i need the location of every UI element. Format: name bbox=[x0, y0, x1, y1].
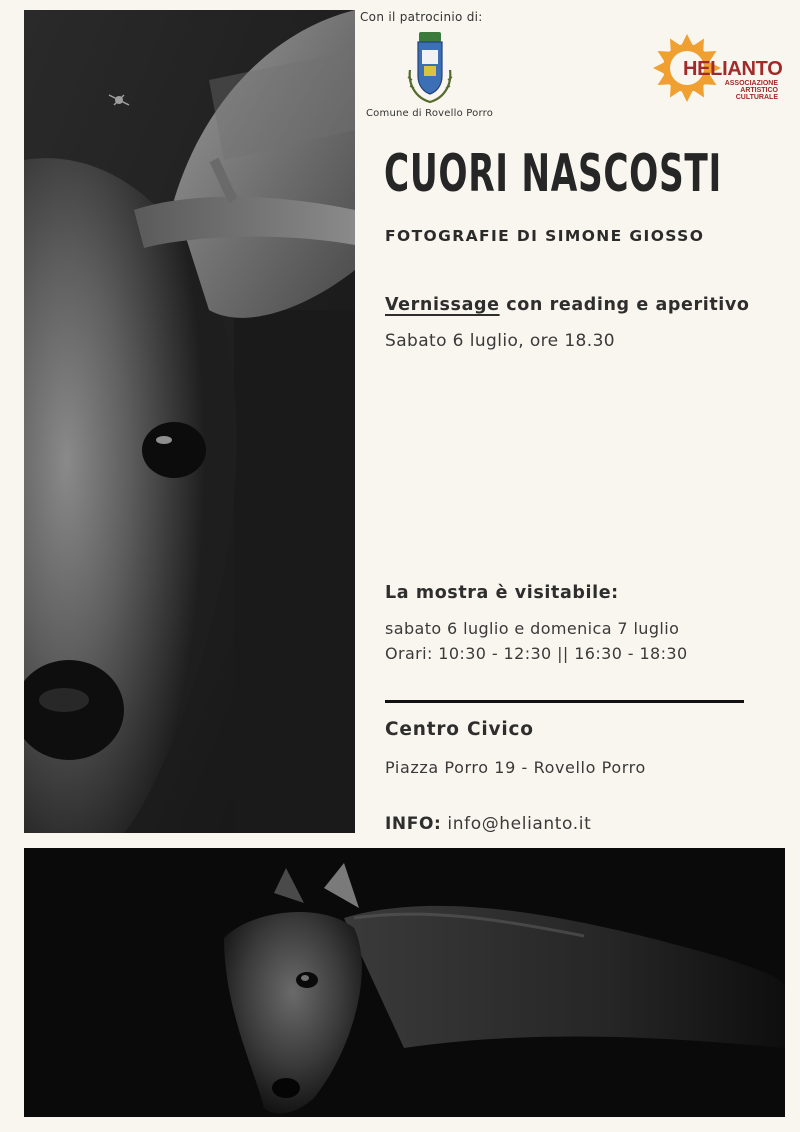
vernissage-word: Vernissage bbox=[385, 295, 500, 315]
visit-days: sabato 6 luglio e domenica 7 luglio bbox=[385, 619, 680, 638]
divider bbox=[385, 700, 744, 703]
vernissage-line bbox=[385, 295, 750, 315]
comune-crest-icon bbox=[402, 30, 458, 106]
wolf-photo bbox=[24, 848, 785, 1117]
contact-label: INFO: bbox=[385, 814, 442, 834]
visit-heading: La mostra è visitabile: bbox=[385, 583, 619, 603]
visit-hours: Orari: 10:30 - 12:30 || 16:30 - 18:30 bbox=[385, 644, 688, 663]
vernissage-date: Sabato 6 luglio, ore 18.30 bbox=[385, 331, 615, 351]
comune-name: Comune di Rovello Porro bbox=[366, 108, 494, 119]
deer-photo bbox=[24, 10, 355, 833]
helianto-subtitle-line: ASSOCIAZIONE bbox=[724, 80, 778, 87]
helianto-name: HELIANTO bbox=[683, 58, 783, 80]
venue-address: Piazza Porro 19 - Rovello Porro bbox=[385, 758, 646, 777]
vernissage-rest: con reading e aperitivo bbox=[499, 295, 750, 315]
helianto-subtitle bbox=[718, 80, 778, 101]
event-title: CUORI NASCOSTI bbox=[384, 144, 722, 204]
venue-name: Centro Civico bbox=[385, 719, 534, 740]
patronage-label: Con il patrocinio di: bbox=[360, 10, 483, 24]
contact-email[interactable]: info@helianto.it bbox=[441, 814, 592, 834]
helianto-subtitle-line: ARTISTICO bbox=[740, 87, 778, 94]
helianto-subtitle-line: CULTURALE bbox=[735, 94, 778, 101]
event-subtitle: FOTOGRAFIE DI SIMONE GIOSSO bbox=[385, 227, 705, 245]
contact-info bbox=[385, 814, 591, 834]
